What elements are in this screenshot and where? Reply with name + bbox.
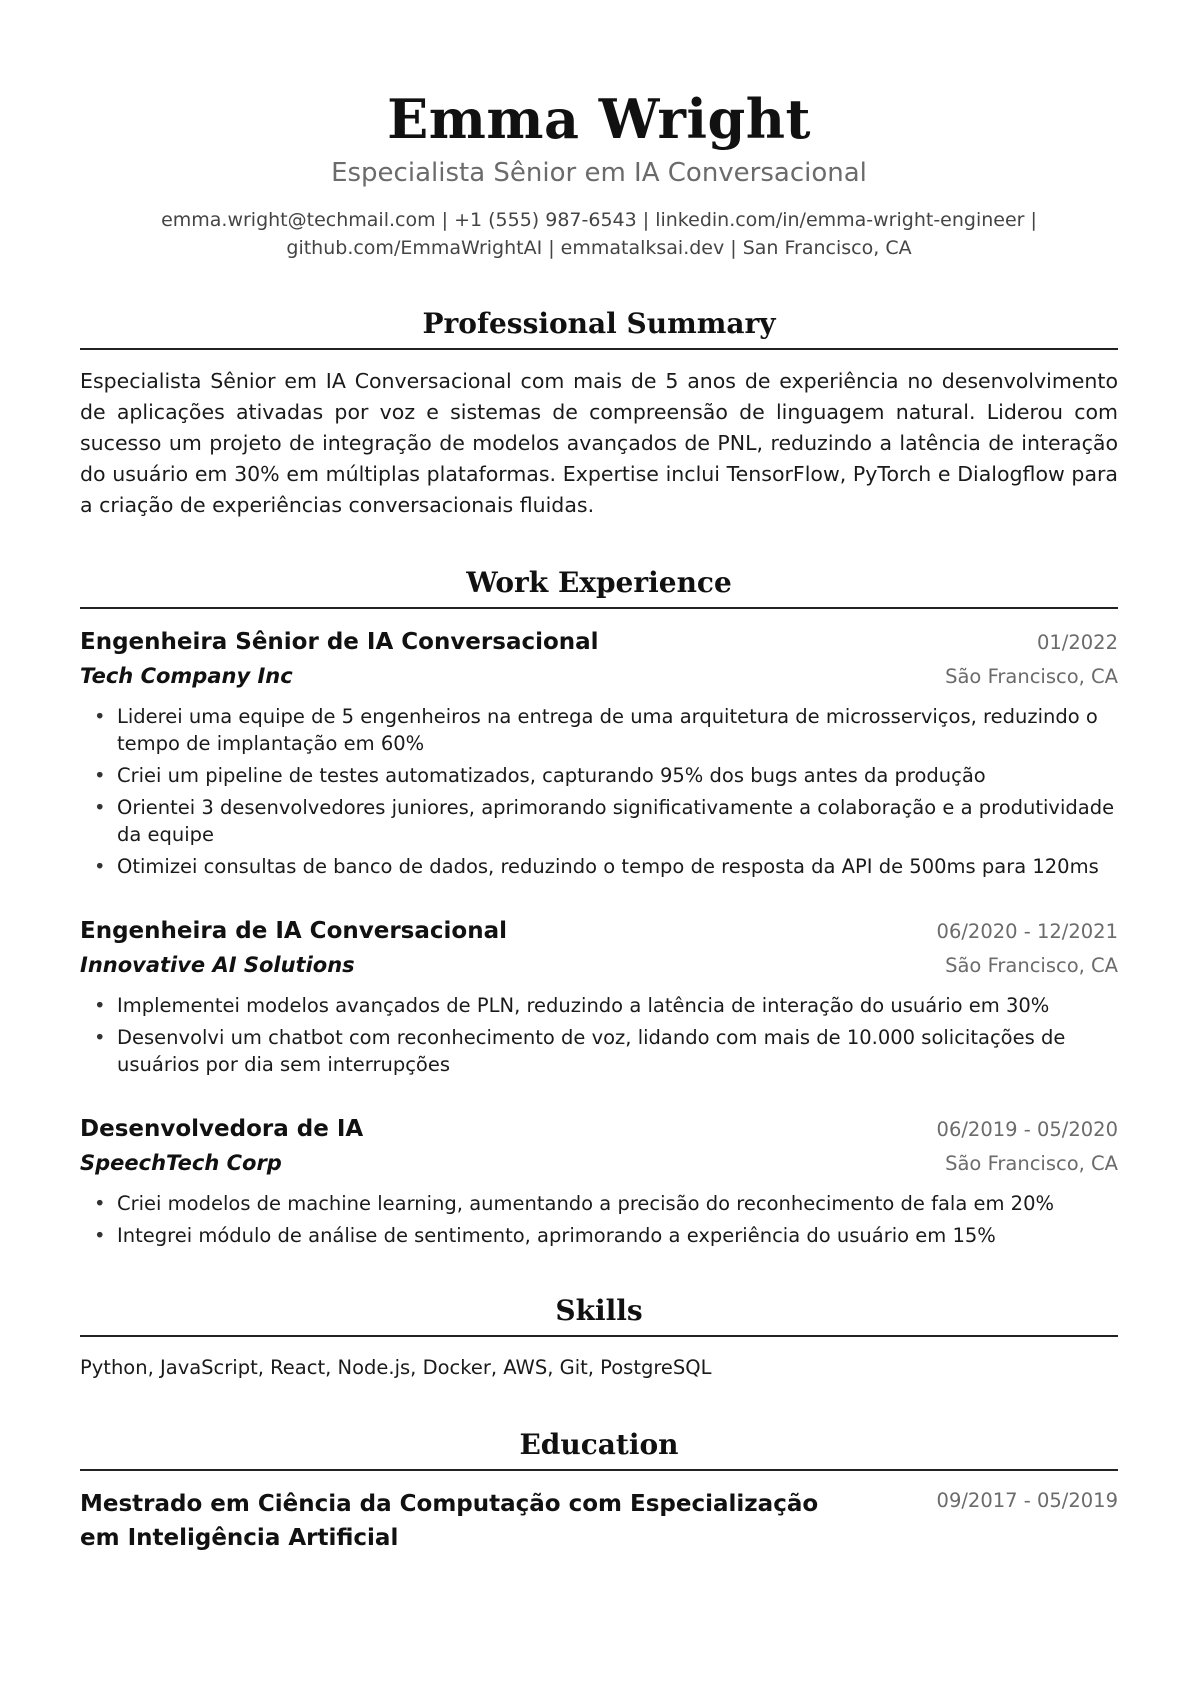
skills-section bbox=[80, 1293, 1118, 1383]
job-location: São Francisco, CA bbox=[945, 665, 1118, 688]
job-company: Tech Company Inc bbox=[80, 664, 293, 688]
job-company: SpeechTech Corp bbox=[80, 1151, 282, 1175]
contact-info bbox=[80, 206, 1118, 262]
education-degree: Mestrado em Ciência da Computação com Especialização em Inteligência Artificial bbox=[80, 1491, 819, 1551]
summary-text: Especialista Sênior em IA Conversacional com mais de 5 anos de experiência no desenvolvimento de aplicações ativadas por voz e sistemas de compreensão de linguagem natural. Liderou com sucesso um projeto de integração de modelos avançados de PNL, reduzindo a latência de interação do usuário em 30% em múltiplas plataformas. Expertise inclui TensorFlow, PyTorch e Dialogflow para a criação de experiências conversacionais fluidas. bbox=[80, 369, 1118, 517]
job-date: 06/2020 - 12/2021 bbox=[936, 920, 1118, 943]
section-heading-skills: Skills bbox=[80, 1293, 1118, 1337]
job-bullet: • Liderei uma equipe de 5 engenheiros na entrega de uma arquitetura de microsserviços, reduzindo o tempo de implantação em 60% bbox=[80, 703, 1118, 757]
section-heading-summary: Professional Summary bbox=[80, 306, 1118, 350]
education-row bbox=[80, 1487, 1118, 1555]
job-location: São Francisco, CA bbox=[945, 954, 1118, 977]
job-title: Engenheira Sênior de IA Conversacional bbox=[80, 629, 599, 655]
job-entry bbox=[80, 1112, 1118, 1249]
job-bullet: • Integrei módulo de análise de sentimento, aprimorando a experiência do usuário em 15% bbox=[80, 1222, 1118, 1249]
candidate-name: Emma Wright bbox=[387, 87, 811, 151]
job-bullets bbox=[80, 703, 1118, 880]
job-bullet: • Criei modelos de machine learning, aumentando a precisão do reconhecimento de fala em 20% bbox=[80, 1190, 1118, 1217]
summary-section bbox=[80, 306, 1118, 521]
job-title: Desenvolvedora de IA bbox=[80, 1116, 364, 1142]
job-company-row bbox=[80, 1146, 1118, 1180]
job-bullet: • Otimizei consultas de banco de dados, reduzindo o tempo de resposta da API de 500ms para 120ms bbox=[80, 853, 1118, 880]
job-company: Innovative AI Solutions bbox=[80, 953, 355, 977]
job-location: São Francisco, CA bbox=[945, 1152, 1118, 1175]
job-company-row bbox=[80, 659, 1118, 693]
job-bullet: • Desenvolvi um chatbot com reconhecimento de voz, lidando com mais de 10.000 solicitações de usuários por dia sem interrupções bbox=[80, 1024, 1118, 1078]
job-bullet: • Orientei 3 desenvolvedores juniores, aprimorando significativamente a colaboração e a produtividade da equipe bbox=[80, 794, 1118, 848]
education-entry bbox=[80, 1487, 1118, 1555]
job-bullet: • Implementei modelos avançados de PLN, reduzindo a latência de interação do usuário em 30% bbox=[80, 992, 1118, 1019]
education-date: 09/2017 - 05/2019 bbox=[936, 1489, 1118, 1512]
job-entry bbox=[80, 625, 1118, 880]
job-bullet: • Criei um pipeline de testes automatizados, capturando 95% dos bugs antes da produção bbox=[80, 762, 1118, 789]
resume-content bbox=[80, 0, 1118, 1555]
education-section bbox=[80, 1427, 1118, 1555]
job-company-row bbox=[80, 948, 1118, 982]
job-bullets bbox=[80, 1190, 1118, 1249]
job-date: 06/2019 - 05/2020 bbox=[936, 1118, 1118, 1141]
job-header-row bbox=[80, 914, 1118, 948]
resume-header bbox=[80, 0, 1118, 262]
experience-section bbox=[80, 565, 1118, 1249]
contact-line-2: github.com/EmmaWrightAI | emmatalksai.dev | San Francisco, CA bbox=[286, 237, 912, 259]
job-title: Engenheira de IA Conversacional bbox=[80, 918, 507, 944]
contact-line-1: emma.wright@techmail.com | +1 (555) 987-6543 | linkedin.com/in/emma-wright-engineer | bbox=[161, 209, 1037, 231]
job-header-row bbox=[80, 625, 1118, 659]
job-header-row bbox=[80, 1112, 1118, 1146]
job-bullets bbox=[80, 992, 1118, 1078]
section-heading-education: Education bbox=[80, 1427, 1118, 1471]
section-heading-experience: Work Experience bbox=[80, 565, 1118, 609]
candidate-title: Especialista Sênior em IA Conversacional bbox=[331, 158, 867, 188]
job-date: 01/2022 bbox=[1036, 631, 1118, 654]
job-entry bbox=[80, 914, 1118, 1078]
skills-list: Python, JavaScript, React, Node.js, Docker, AWS, Git, PostgreSQL bbox=[80, 1356, 712, 1379]
